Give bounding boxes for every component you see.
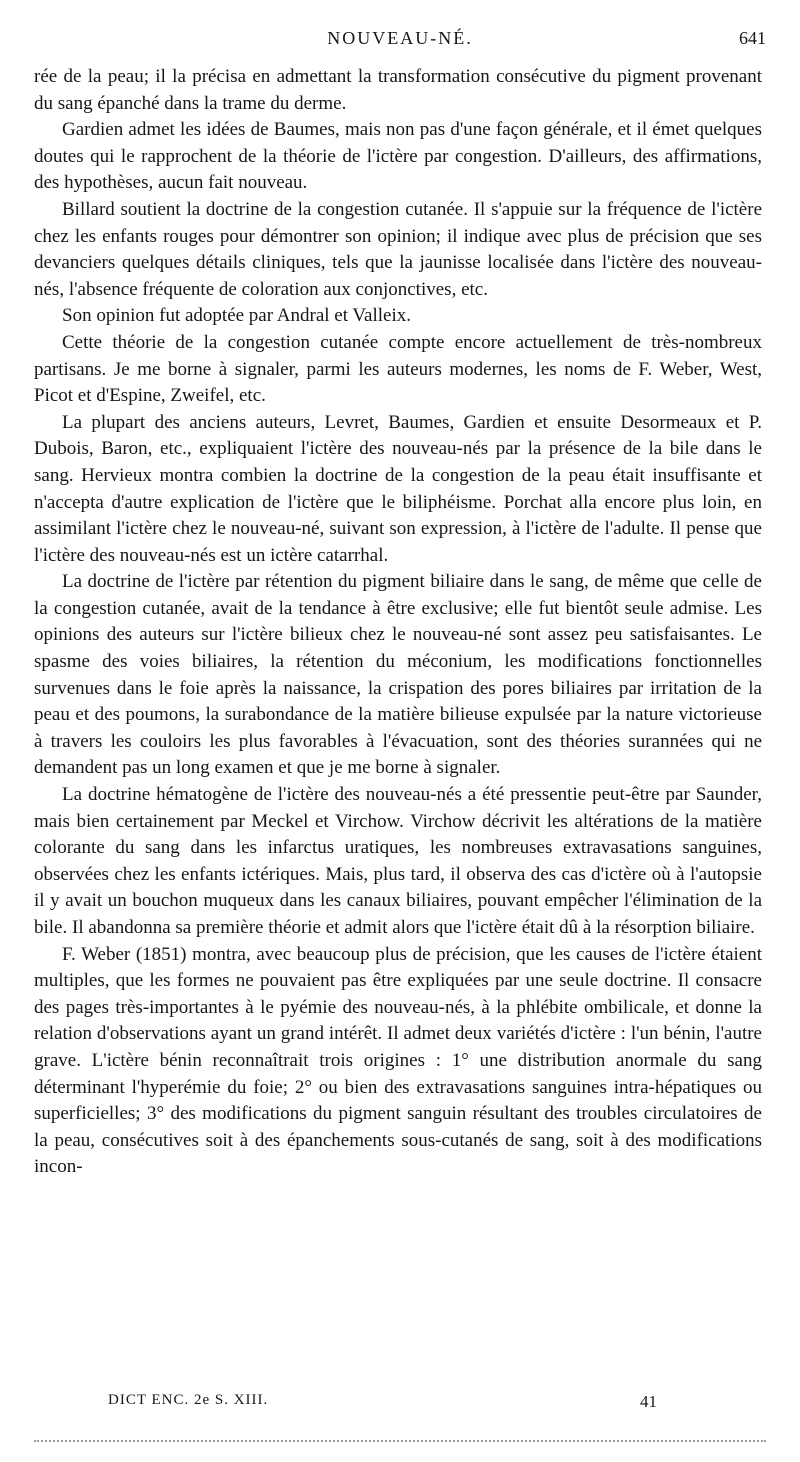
paragraph: La doctrine de l'ictère par rétention du pigment biliaire dans le sang, de même que celle de la congestion cutanée, avait de la tendance à être exclusive; elle fut bientôt seule admise. Les opinions des auteurs sur l'ictère bilieux chez le nouveau-né sont assez peu satisfaisantes. Le spasme des voies biliaires, la rétention du méconium, les modifications fonctionnelles survenues dans le foie après la naissance, la crispation des pores biliaires par irritation de la peau et des poumons, la surabondance de la matière bilieuse expulsée par la nature victorieuse à travers les couloirs les plus favorables à l'évacuation, sont des théories surannées qui ne demandent pas un long examen et que je me borne à signaler. bbox=[34, 571, 762, 779]
body-text bbox=[34, 64, 762, 1181]
sheet-number: 41 bbox=[640, 1392, 657, 1411]
running-title: NOUVEAU-NÉ. bbox=[327, 28, 473, 48]
paragraph: Billard soutient la doctrine de la congestion cutanée. Il s'appuie sur la fréquence de l'ictère chez les enfants rouges pour démontrer son opinion; il indique avec plus de précision que ses devanciers quelques détails cliniques, tels que la jaunisse localisée dans l'ictère des nouveau-nés, l'absence fréquente de coloration aux conjonctives, etc. bbox=[34, 198, 762, 300]
paragraph: Son opinion fut adoptée par Andral et Valleix. bbox=[62, 305, 411, 327]
paragraph: La plupart des anciens auteurs, Levret, Baumes, Gardien et ensuite Desormeaux et P. Dubois, Baron, etc., expliquaient l'ictère des nouveau-nés par la présence de la bile dans le sang. Hervieux montra combien la doctrine de la congestion de la peau était insuffisante et n'accepta d'autre explication de l'ictère que le biliphéisme. Porchat alla encore plus loin, en assimilant l'ictère chez le nouveau-né, suivant son expression, à l'ictère de l'adulte. Il pense que l'ictère des nouveau-nés est un ictère catarrhal. bbox=[34, 411, 762, 566]
paragraph: Cette théorie de la congestion cutanée compte encore actuellement de très-nombreux partisans. Je me borne à signaler, parmi les auteurs modernes, les noms de F. Weber, West, Picot et d'Espine, Zweifel, etc. bbox=[34, 331, 762, 407]
paragraph: rée de la peau; il la précisa en admettant la transformation consécutive du pigment provenant du sang épanché dans la trame du derme. bbox=[34, 66, 762, 114]
page-number: 641 bbox=[739, 28, 766, 48]
paragraph: Gardien admet les idées de Baumes, mais non pas d'une façon générale, et il émet quelques doutes qui le rapprochent de la théorie de l'ictère par congestion. D'ailleurs, des affirmations, des hypothèses, aucun fait nouveau. bbox=[34, 119, 762, 194]
page-footer bbox=[34, 1392, 766, 1416]
dotted-rule bbox=[34, 1440, 766, 1442]
running-header bbox=[34, 28, 766, 58]
paragraph: La doctrine hématogène de l'ictère des nouveau-nés a été pressentie peut-être par Saunder, mais bien certainement par Meckel et Virchow. Virchow décrivit les altérations de la matière colorante du sang dans les infarctus uratiques, les nombreuses extravasations sanguines, observées chez les enfants ictériques. Mais, plus tard, il observa des cas d'ictère où à l'autopsie il y avait un bouchon muqueux dans les canaux biliaires, pouvant empêcher l'élimination de la bile. Il abandonna sa première théorie et admit alors que l'ictère était dû à la résorption biliaire. bbox=[34, 784, 762, 938]
paragraph: F. Weber (1851) montra, avec beaucoup plus de précision, que les causes de l'ictère étaient multiples, que les formes ne pouvaient pas être expliquées par une seule doctrine. Il consacre des pages très-importantes à le pyémie des nouveau-nés, à la phlébite ombilicale, et donne la relation d'observations ayant un grand intérêt. Il admet deux variétés d'ictère : l'un bénin, l'autre grave. L'ictère bénin reconnaîtrait trois origines : 1° une distribution anormale du sang déterminant l'hyperémie du foie; 2° ou bien des extravasations sanguines intra-hépatiques ou superficielles; 3° des modifications du pigment sanguin résultant des troubles circulatoires de la peau, consécutives soit à des épanchements sous-cutanés de sang, soit à des modifications incon- bbox=[34, 943, 762, 1178]
printer-signature: DICT ENC. 2e S. XIII. bbox=[108, 1392, 269, 1408]
